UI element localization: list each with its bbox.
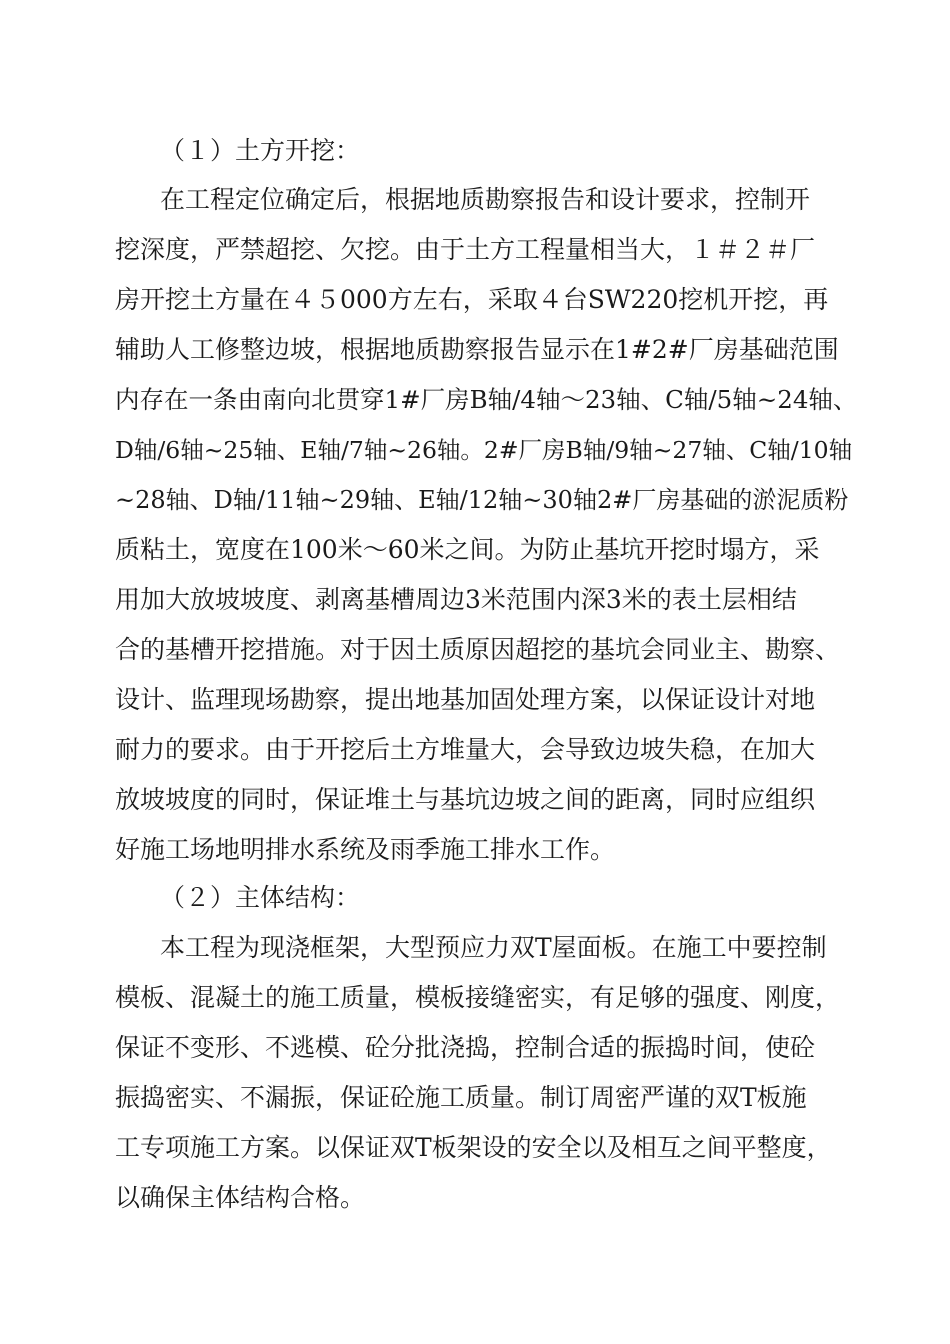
paragraph-line: D轴/6轴~25轴、E轴/7轴~26轴。2#厂房B轴/9轴~27轴、C轴/10轴 bbox=[115, 436, 853, 464]
paragraph-line: 振捣密实、不漏振，保证砼施工质量。制订周密严谨的双T板施 bbox=[115, 1083, 807, 1112]
paragraph-line: 内存在一条由南向北贯穿1#厂房B轴/4轴～23轴、C轴/5轴~24轴、 bbox=[115, 385, 858, 414]
paragraph-line: 好施工场地明排水系统及雨季施工排水工作。 bbox=[115, 835, 616, 864]
paragraph-line: ~28轴、D轴/11轴~29轴、E轴/12轴~30轴2#厂房基础的淤泥质粉 bbox=[115, 486, 849, 514]
paragraph-line: 耐力的要求。由于开挖后土方堆量大，会导致边坡失稳，在加大 bbox=[115, 735, 816, 764]
paragraph-line: 辅助人工修整边坡，根据地质勘察报告显示在1#2#厂房基础范围 bbox=[115, 335, 839, 364]
paragraph-line: 用加大放坡坡度、剥离基槽周边3米范围内深3米的表土层相结 bbox=[115, 585, 797, 614]
paragraph-line: 挖深度，严禁超挖、欠挖。由于土方工程量相当大，１＃２＃厂 bbox=[115, 235, 816, 264]
paragraph-line: 工专项施工方案。以保证双T板架设的安全以及相互之间平整度， bbox=[115, 1133, 832, 1162]
paragraph-line: 合的基槽开挖措施。对于因土质原因超挖的基坑会同业主、勘察、 bbox=[115, 635, 841, 664]
paragraph-line: 模板、混凝土的施工质量，模板接缝密实，有足够的强度、刚度， bbox=[115, 983, 841, 1012]
paragraph-line: 以确保主体结构合格。 bbox=[115, 1183, 366, 1212]
paragraph-line: 保证不变形、不逃模、砼分批浇捣，控制合适的振捣时间，使砼 bbox=[115, 1033, 816, 1062]
paragraph-line: 质粘土，宽度在100米～60米之间。为防止基坑开挖时塌方，采 bbox=[115, 535, 820, 564]
paragraph-line: 在工程定位确定后，根据地质勘察报告和设计要求，控制开 bbox=[160, 185, 811, 214]
section-heading-main-structure: （２）主体结构： bbox=[160, 883, 361, 912]
paragraph-line: 放坡坡度的同时，保证堆土与基坑边坡之间的距离，同时应组织 bbox=[115, 785, 816, 814]
paragraph-line: 房开挖土方量在４５000方左右，采取４台SW220挖机开挖，再 bbox=[115, 285, 829, 314]
paragraph-line: 设计、监理现场勘察，提出地基加固处理方案，以保证设计对地 bbox=[115, 685, 816, 714]
paragraph-line: 本工程为现浇框架，大型预应力双T屋面板。在施工中要控制 bbox=[160, 933, 827, 962]
section-heading-earthwork: （１）土方开挖： bbox=[160, 136, 361, 165]
